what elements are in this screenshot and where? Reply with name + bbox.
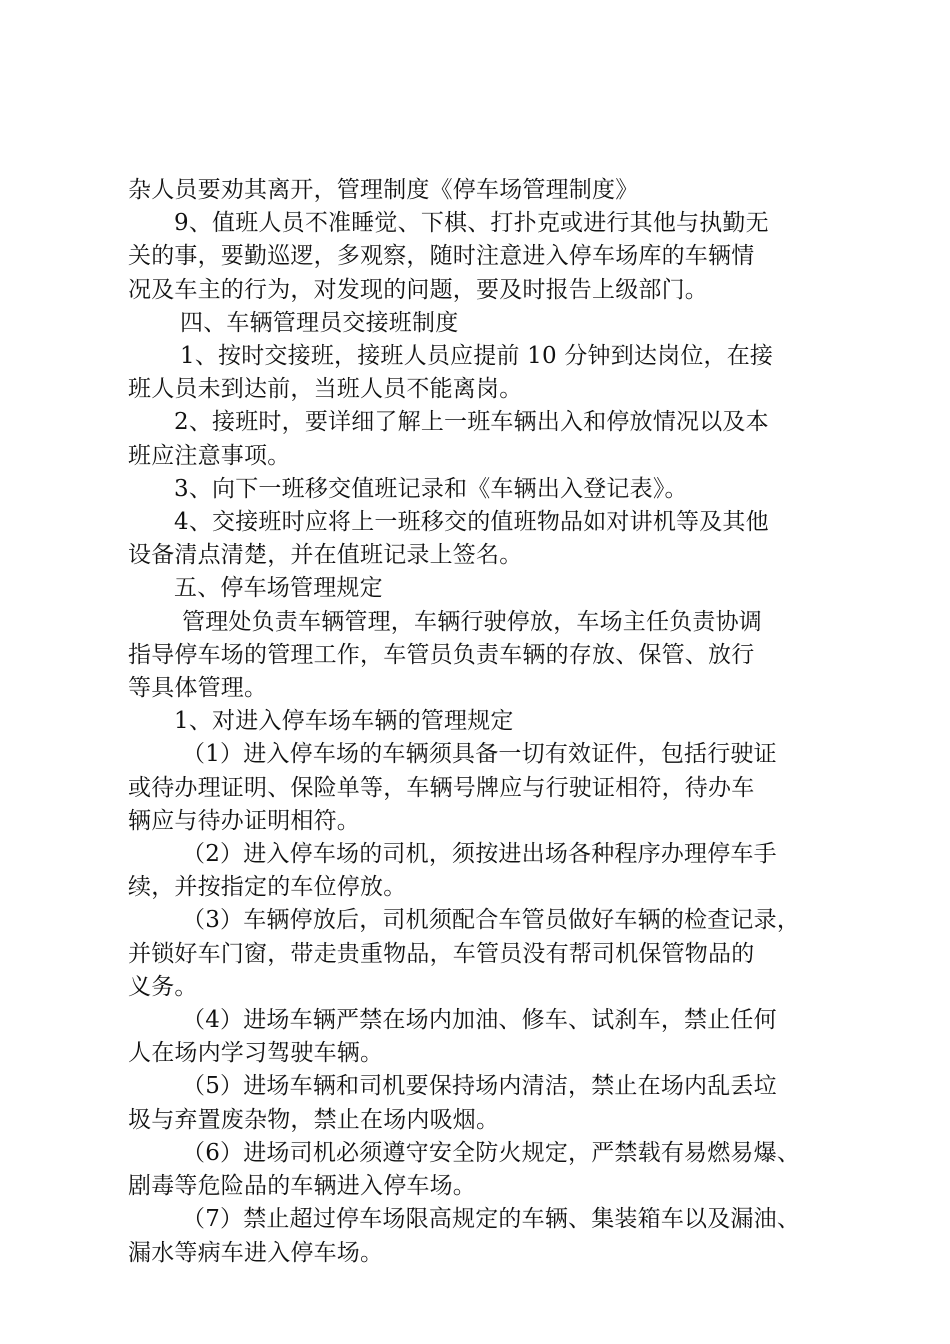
text-line: 义务。 (128, 973, 198, 1000)
text-line: 并锁好车门窗，带走贵重物品，车管员没有帮司机保管物品的 (128, 940, 755, 967)
section-heading: 四、车辆管理员交接班制度 (180, 309, 459, 336)
document-body (128, 174, 832, 1270)
text-line: 4、交接班时应将上一班移交的值班物品如对讲机等及其他 (174, 509, 769, 536)
text-line: 管理处负责车辆管理，车辆行驶停放，车场主任负责协调 (182, 608, 762, 635)
text-line: （4）进场车辆严禁在场内加油、修车、试刹车，禁止任何 (182, 1007, 777, 1034)
text-line: 杂人员要劝其离开，管理制度《停车场管理制度》 (128, 177, 639, 203)
text-line: 或待办理证明、保险单等，车辆号牌应与行驶证相符，待办车 (128, 774, 755, 801)
text-line: （2）进入停车场的司机，须按进出场各种程序办理停车手 (182, 841, 777, 868)
text-line: 辆应与待办证明相符。 (128, 807, 360, 834)
text-line: 漏水等病车进入停车场。 (128, 1239, 384, 1266)
text-line: 班应注意事项。 (128, 442, 291, 469)
text-line: （6）进场司机必须遵守安全防火规定，严禁载有易燃易爆、 (182, 1139, 801, 1166)
text-line: 圾与弃置废杂物，禁止在场内吸烟。 (128, 1106, 500, 1133)
text-line: 2、接班时，要详细了解上一班车辆出入和停放情况以及本 (174, 409, 769, 436)
text-line: （1）进入停车场的车辆须具备一切有效证件，包括行驶证 (182, 741, 777, 768)
text-line: 续，并按指定的车位停放。 (128, 874, 407, 901)
text-line: 1、按时交接班，接班人员应提前 10 分钟到达岗位，在接 (180, 343, 774, 370)
section-heading: 五、停车场管理规定 (174, 575, 383, 602)
text-line: 3、向下一班移交值班记录和《车辆出入登记表》。 (174, 475, 688, 502)
text-line: （3）车辆停放后，司机须配合车管员做好车辆的检查记录， (182, 907, 801, 934)
text-line: （7）禁止超过停车场限高规定的车辆、集装箱车以及漏油、 (182, 1206, 801, 1233)
text-line: 关的事，要勤巡逻，多观察，随时注意进入停车场库的车辆情 (128, 243, 755, 270)
text-line: 剧毒等危险品的车辆进入停车场。 (128, 1173, 476, 1200)
text-line: 指导停车场的管理工作，车管员负责车辆的存放、保管、放行 (128, 641, 755, 668)
text-line: 人在场内学习驾驶车辆。 (128, 1040, 384, 1067)
text-line: 设备清点清楚，并在值班记录上签名。 (128, 542, 523, 569)
text-line: 班人员未到达前，当班人员不能离岗。 (128, 376, 523, 403)
text-line: 9、值班人员不准睡觉、下棋、打扑克或进行其他与执勤无 (174, 210, 769, 237)
text-line: （5）进场车辆和司机要保持场内清洁，禁止在场内乱丢垃 (182, 1073, 777, 1100)
subsection-heading: 1、对进入停车场车辆的管理规定 (174, 708, 514, 735)
text-line: 等具体管理。 (128, 675, 268, 702)
text-line: 况及车主的行为，对发现的问题，要及时报告上级部门。 (128, 276, 708, 303)
